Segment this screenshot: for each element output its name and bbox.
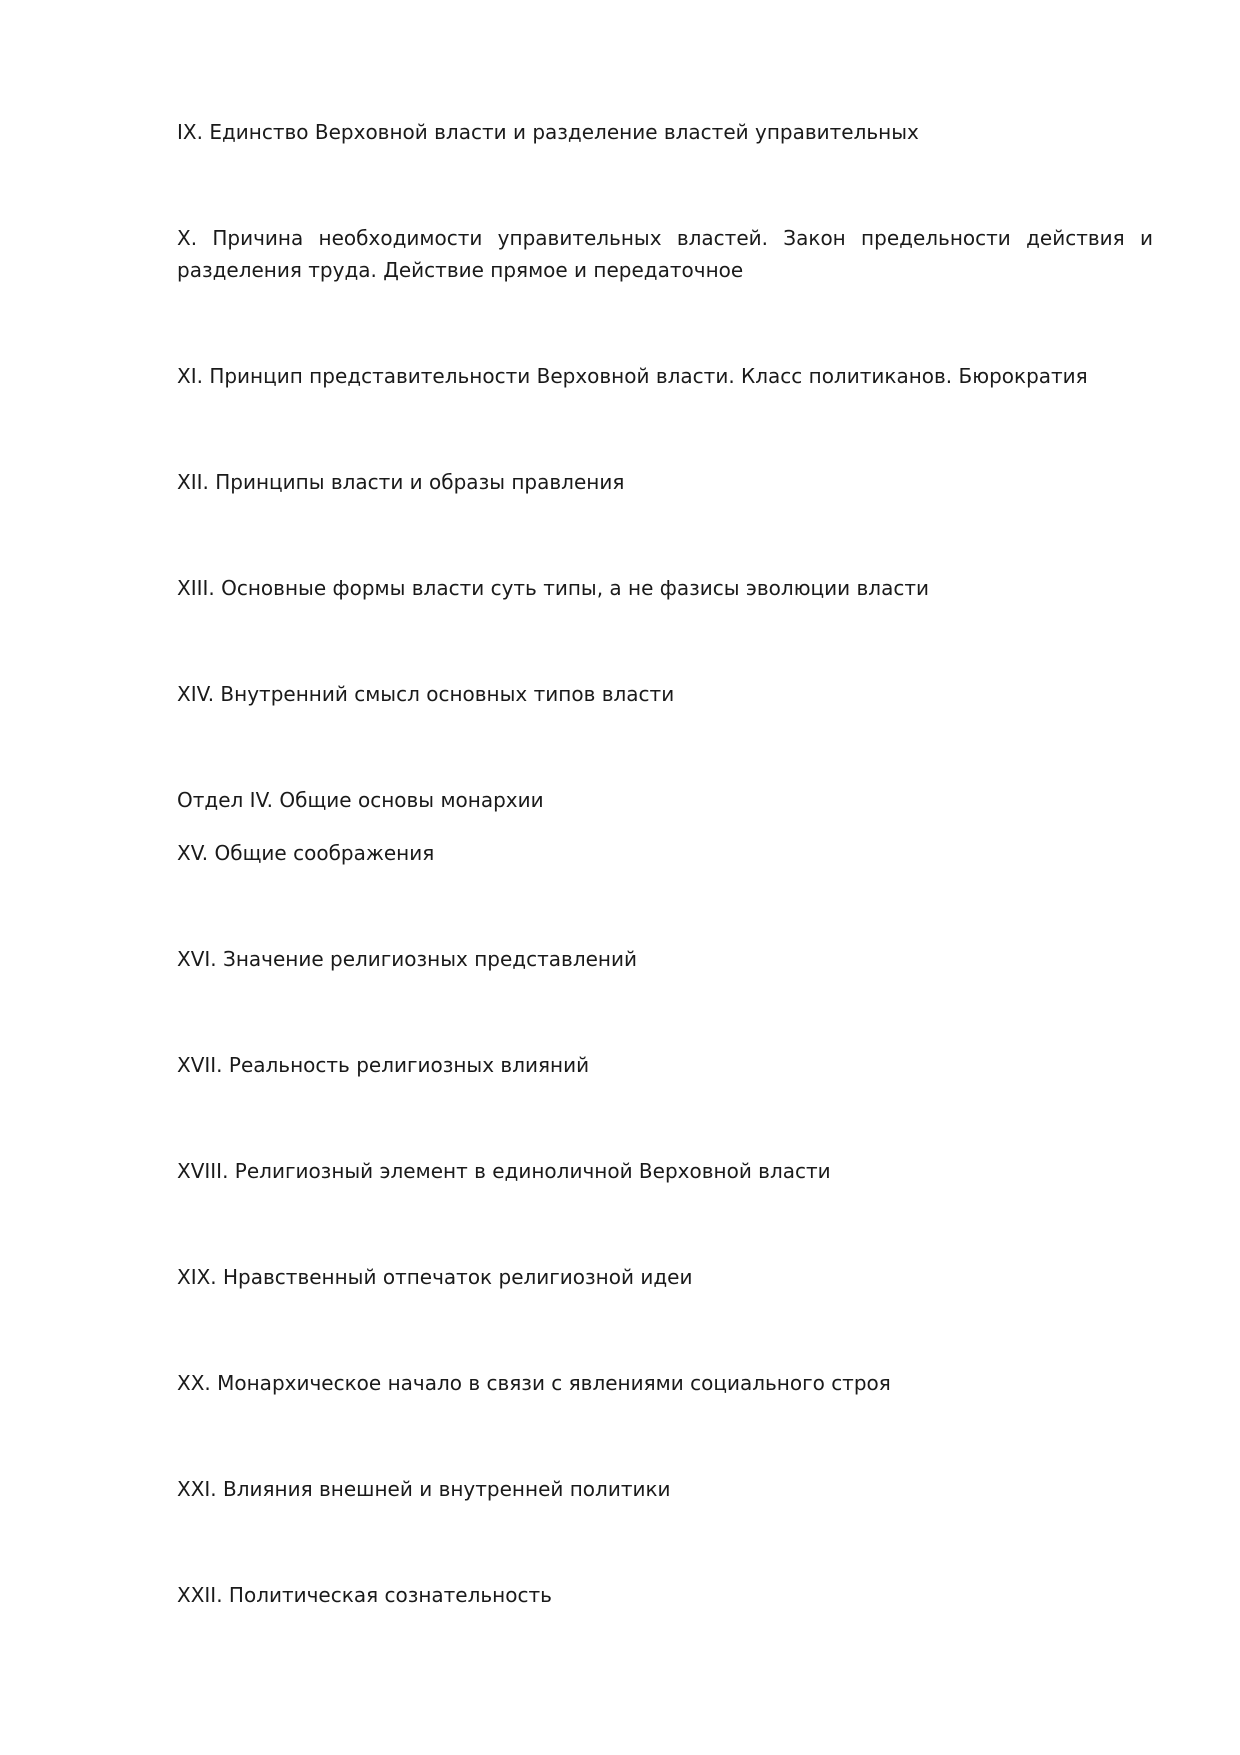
toc-entry-xi: XI. Принцип представительности Верховной власти. Класс политиканов. Бюрократия <box>177 364 1088 388</box>
toc-entry-xxi: XXI. Влияния внешней и внутренней политики <box>177 1477 671 1501</box>
toc-entry-xiv: XIV. Внутренний смысл основных типов власти <box>177 682 675 706</box>
toc-entry-xv: XV. Общие соображения <box>177 841 435 865</box>
section-heading-iv: Отдел IV. Общие основы монархии <box>177 788 544 812</box>
toc-entry-xix: XIX. Нравственный отпечаток религиозной идеи <box>177 1265 693 1289</box>
toc-entry-xvii: XVII. Реальность религиозных влияний <box>177 1053 590 1077</box>
toc-entry-xxii: XXII. Политическая сознательность <box>177 1583 552 1607</box>
toc-entry-xii: XII. Принципы власти и образы правления <box>177 470 625 494</box>
toc-entry-xiii: XIII. Основные формы власти суть типы, а не фазисы эволюции власти <box>177 576 929 600</box>
toc-entry-xviii: XVIII. Религиозный элемент в единоличной Верховной власти <box>177 1159 831 1183</box>
toc-entry-xvi: XVI. Значение религиозных представлений <box>177 947 637 971</box>
toc-entry-ix: IX. Единство Верховной власти и разделение властей управительных <box>177 120 919 144</box>
toc-entry-x: X. Причина необходимости управительных властей. Закон предельности действия и разделения труда. Действие прямое и передаточное <box>177 226 1153 282</box>
toc-entry-xx: XX. Монархическое начало в связи с явлениями социального строя <box>177 1371 891 1395</box>
